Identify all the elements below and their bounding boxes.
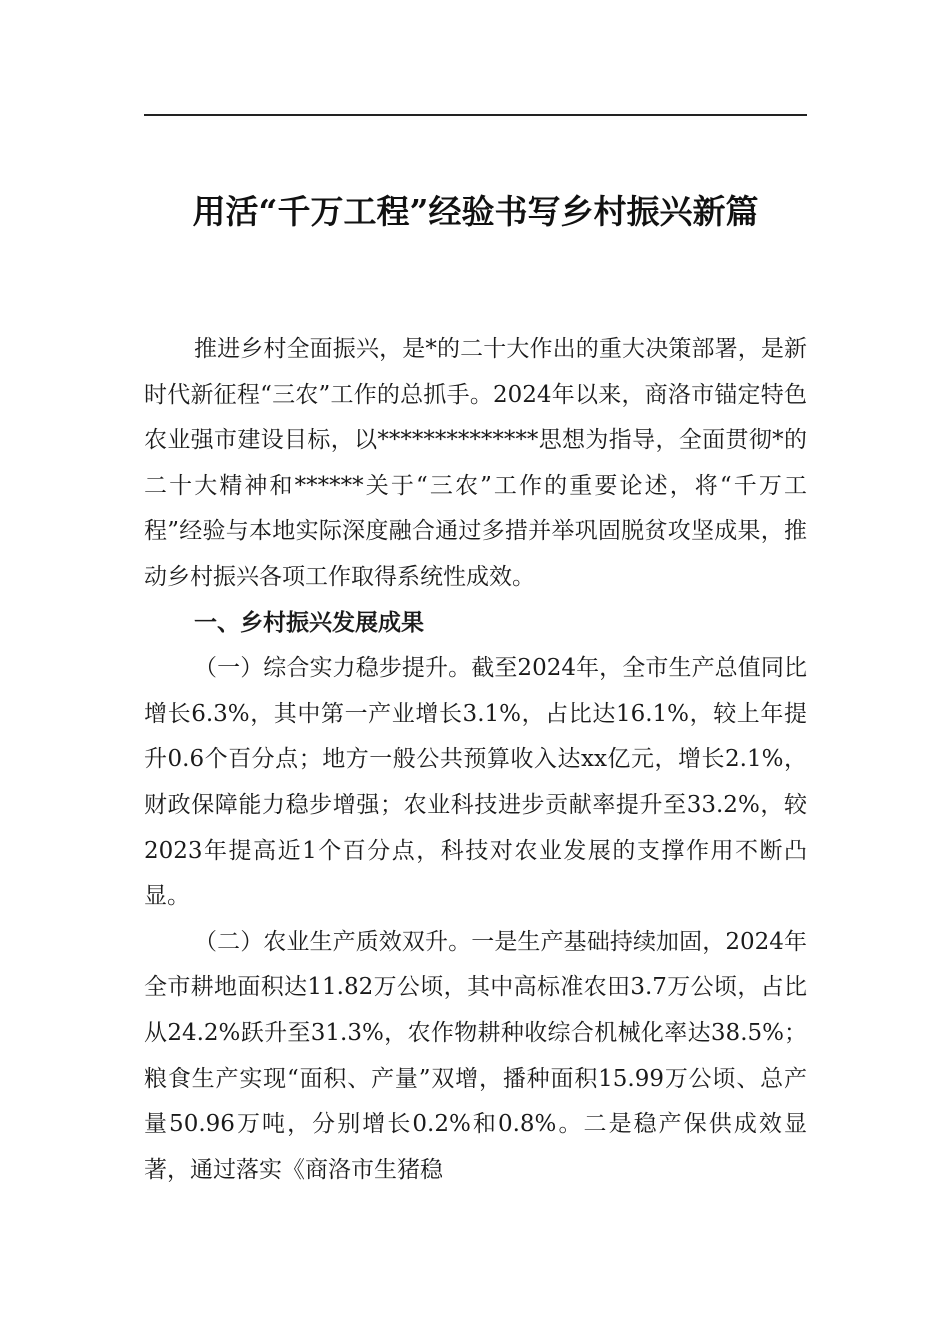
- intro-paragraph: 推进乡村全面振兴，是*的二十大作出的重大决策部署，是新时代新征程“三农”工作的总抓手。2024年以来，商洛市锚定特色农业强市建设目标，以**************思想为指导，全面贯彻*的二十大精神和******关于“三农”工作的重要论述，将“千万工程”经验与本地实际深度融合通过多措并举巩固脱贫攻坚成果，推动乡村振兴各项工作取得系统性成效。: [144, 336, 807, 590]
- paragraph-agri-production: （二）农业生产质效双升。一是生产基础持续加固，2024年全市耕地面积达11.82万公顷，其中高标准农田3.7万公顷，占比从24.2%跃升至31.3%，农作物耕种收综合机械化率达38.5%；粮食生产实现“面积、产量”双增，播种面积15.99万公顷、总产量50.96万吨，分别增长0.2%和0.8%。二是稳产保供成效显著，通过落实《商洛市生猪稳: [144, 928, 807, 1183]
- document-body: [144, 327, 807, 1193]
- header-rule: [144, 114, 807, 116]
- section-heading: 一、乡村振兴发展成果: [194, 609, 424, 636]
- document-title: 用活“千万工程”经验书写乡村振兴新篇: [192, 192, 759, 231]
- paragraph-overall-strength: （一）综合实力稳步提升。截至2024年，全市生产总值同比增长6.3%，其中第一产业增长3.1%，占比达16.1%，较上年提升0.6个百分点；地方一般公共预算收入达xx亿元，增长2.1%，财政保障能力稳步增强；农业科技进步贡献率提升至33.2%，较2023年提高近1个百分点，科技对农业发展的支撑作用不断凸显。: [144, 655, 807, 910]
